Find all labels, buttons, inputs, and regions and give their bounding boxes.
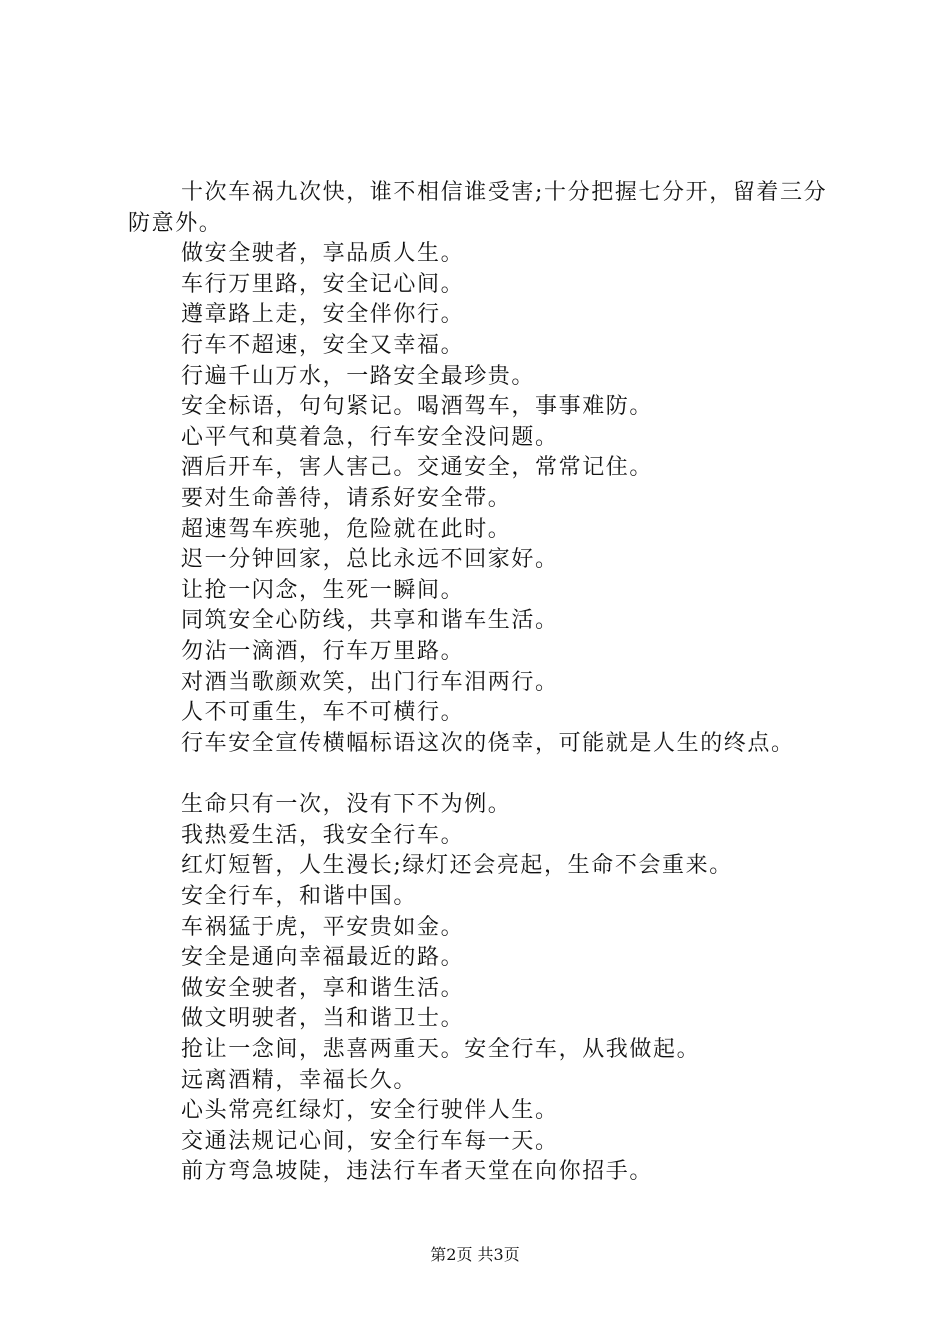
paragraph-5: 行车不超速，安全又幸福。 <box>181 332 465 358</box>
paragraph-17: 人不可重生，车不可横行。 <box>181 700 465 726</box>
document-body <box>128 178 848 1188</box>
paragraph-14: 同筑安全心防线，共享和谐车生活。 <box>181 608 559 634</box>
paragraph-23: 车祸猛于虎，平安贵如金。 <box>181 914 465 940</box>
paragraph-10: 要对生命善待，请系好安全带。 <box>181 485 512 511</box>
paragraph-13: 让抢一闪念，生死一瞬间。 <box>181 577 465 603</box>
paragraph-15: 勿沾一滴酒，行车万里路。 <box>181 638 465 664</box>
paragraph-12: 迟一分钟回家，总比永远不回家好。 <box>181 547 559 573</box>
paragraph-4: 遵章路上走，安全伴你行。 <box>181 302 465 328</box>
paragraph-31: 前方弯急坡陡，违法行车者天堂在向你招手。 <box>181 1159 654 1185</box>
paragraph-29: 心头常亮红绿灯，安全行驶伴人生。 <box>181 1098 559 1124</box>
paragraph-26: 做文明驶者，当和谐卫士。 <box>181 1006 465 1032</box>
paragraph-28: 远离酒精，幸福长久。 <box>181 1067 418 1093</box>
paragraph-3: 车行万里路，安全记心间。 <box>181 271 465 297</box>
paragraph-30: 交通法规记心间，安全行车每一天。 <box>181 1128 559 1154</box>
paragraph-22: 安全行车，和谐中国。 <box>181 884 418 910</box>
paragraph-6: 行遍千山万水，一路安全最珍贵。 <box>181 363 536 389</box>
paragraph-25: 做安全驶者，享和谐生活。 <box>181 975 465 1001</box>
paragraph-19: 生命只有一次，没有下不为例。 <box>181 792 512 818</box>
paragraph-8: 心平气和莫着急，行车安全没问题。 <box>181 424 559 450</box>
paragraph-27: 抢让一念间，悲喜两重天。安全行车，从我做起。 <box>181 1037 701 1063</box>
paragraph-7: 安全标语，句句紧记。喝酒驾车，事事难防。 <box>181 394 654 420</box>
paragraph-1: 十次车祸九次快，谁不相信谁受害;十分把握七分开，留着三分防意外。 <box>128 180 828 236</box>
paragraph-20: 我热爱生活，我安全行车。 <box>181 822 465 848</box>
section-gap <box>128 759 848 790</box>
paragraph-21: 红灯短暂，人生漫长;绿灯还会亮起，生命不会重来。 <box>181 853 733 879</box>
paragraph-11: 超速驾车疾驰，危险就在此时。 <box>181 516 512 542</box>
paragraph-18: 行车安全宣传横幅标语这次的侥幸，可能就是人生的终点。 <box>181 730 795 756</box>
page-footer: 第2页 共3页 <box>430 1245 520 1264</box>
paragraph-2: 做安全驶者，享品质人生。 <box>181 241 465 267</box>
paragraph-24: 安全是通向幸福最近的路。 <box>181 945 465 971</box>
paragraph-9: 酒后开车，害人害己。交通安全，常常记住。 <box>181 455 654 481</box>
paragraph-16: 对酒当歌颜欢笑，出门行车泪两行。 <box>181 669 559 695</box>
